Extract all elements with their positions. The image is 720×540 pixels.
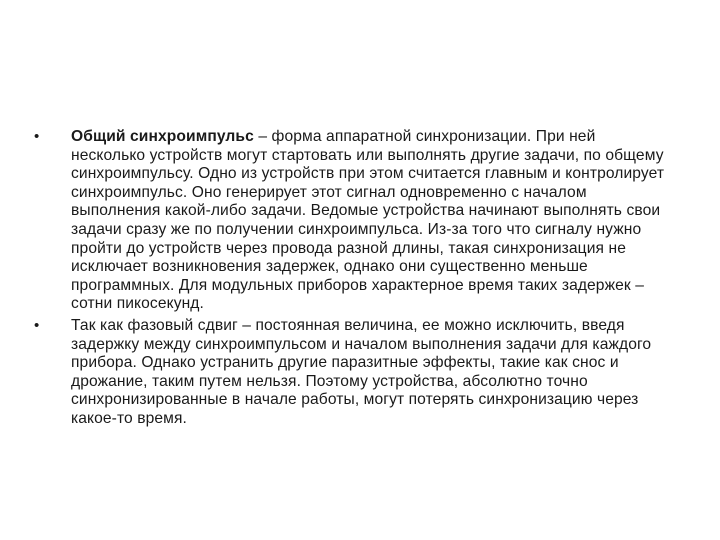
bullet-dot-icon: • (34, 316, 40, 334)
bullet-dot-icon: • (34, 128, 40, 145)
definition-text: – форма аппаратной синхронизации. При ней несколько устройств могут стартовать или выполнять другие задачи, по общему синхроимпульсу. Одно из устройств при этом считается главным и контролирует синхроимпульс. Оно генерирует этот сигнал одновременно с началом выполнения какой-либо задачи. Ведомые устройства начинают выполнять свои задачи сразу же по получении синхроимпульса. Из-за того что сигналу нужно пройти до устройств через провода разной длины, такая синхронизация не исключает возникновения задержек, однако они существенно меньше программных. Для модульных приборов характерное время таких задержек – сотни пикосекунд. (71, 128, 665, 313)
phase-shift-text: Так как фазовый сдвиг – постоянная величина, ее можно исключить, введя задержку между синхроимпульсом и началом выполнения задачи для каждого прибора. Однако устранить другие паразитные эффекты, такие как снос и дрожание, таким путем нельзя. Поэтому устройства, абсолютно точно синхронизированные в начале работы, могут потерять синхронизацию через какое-то время. (71, 316, 652, 427)
bullet-item-phase-shift (34, 317, 674, 429)
term-common-sync-pulse: Общий синхроимпульс (71, 128, 254, 145)
bullet-list (34, 128, 674, 429)
bullet-item-common-sync-pulse (34, 128, 674, 314)
